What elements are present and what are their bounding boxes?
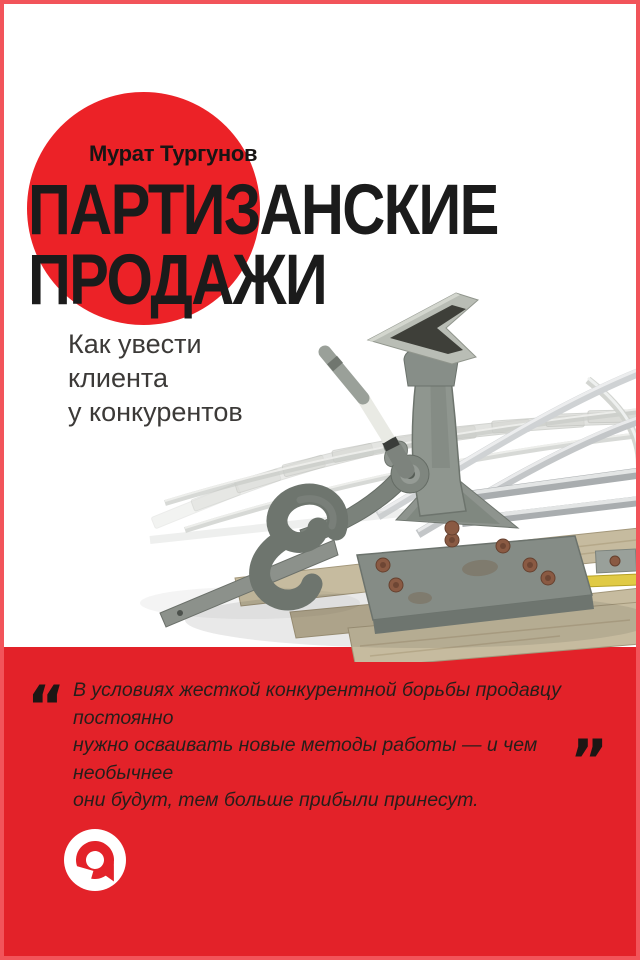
quote-text [73,677,578,815]
quote-line-2: нужно осваивать новые методы работы — и чем необычнее [73,734,538,784]
subtitle-line-3: у конкурентов [68,397,243,427]
author-name: Мурат Тургунов [89,141,258,166]
subtitle-line-2: клиента [68,363,168,393]
open-quote-mark: “ [27,673,66,741]
subtitle-line-1: Как увести [68,329,202,359]
quote-line-3: они будут, тем больше прибыли принесут. [73,789,479,811]
arrow-sign-icon [368,293,478,364]
publisher-logo-icon [64,829,126,891]
book-title-line-2: ПРОДАЖИ [28,241,327,320]
quote-line-1: В условиях жесткой конкурентной борьбы продавцу постоянно [73,679,561,729]
book-title-line-1: ПАРТИЗАНСКИЕ [28,171,498,250]
close-quote-mark: ” [570,727,609,795]
railway-switch-illustration [0,268,640,662]
